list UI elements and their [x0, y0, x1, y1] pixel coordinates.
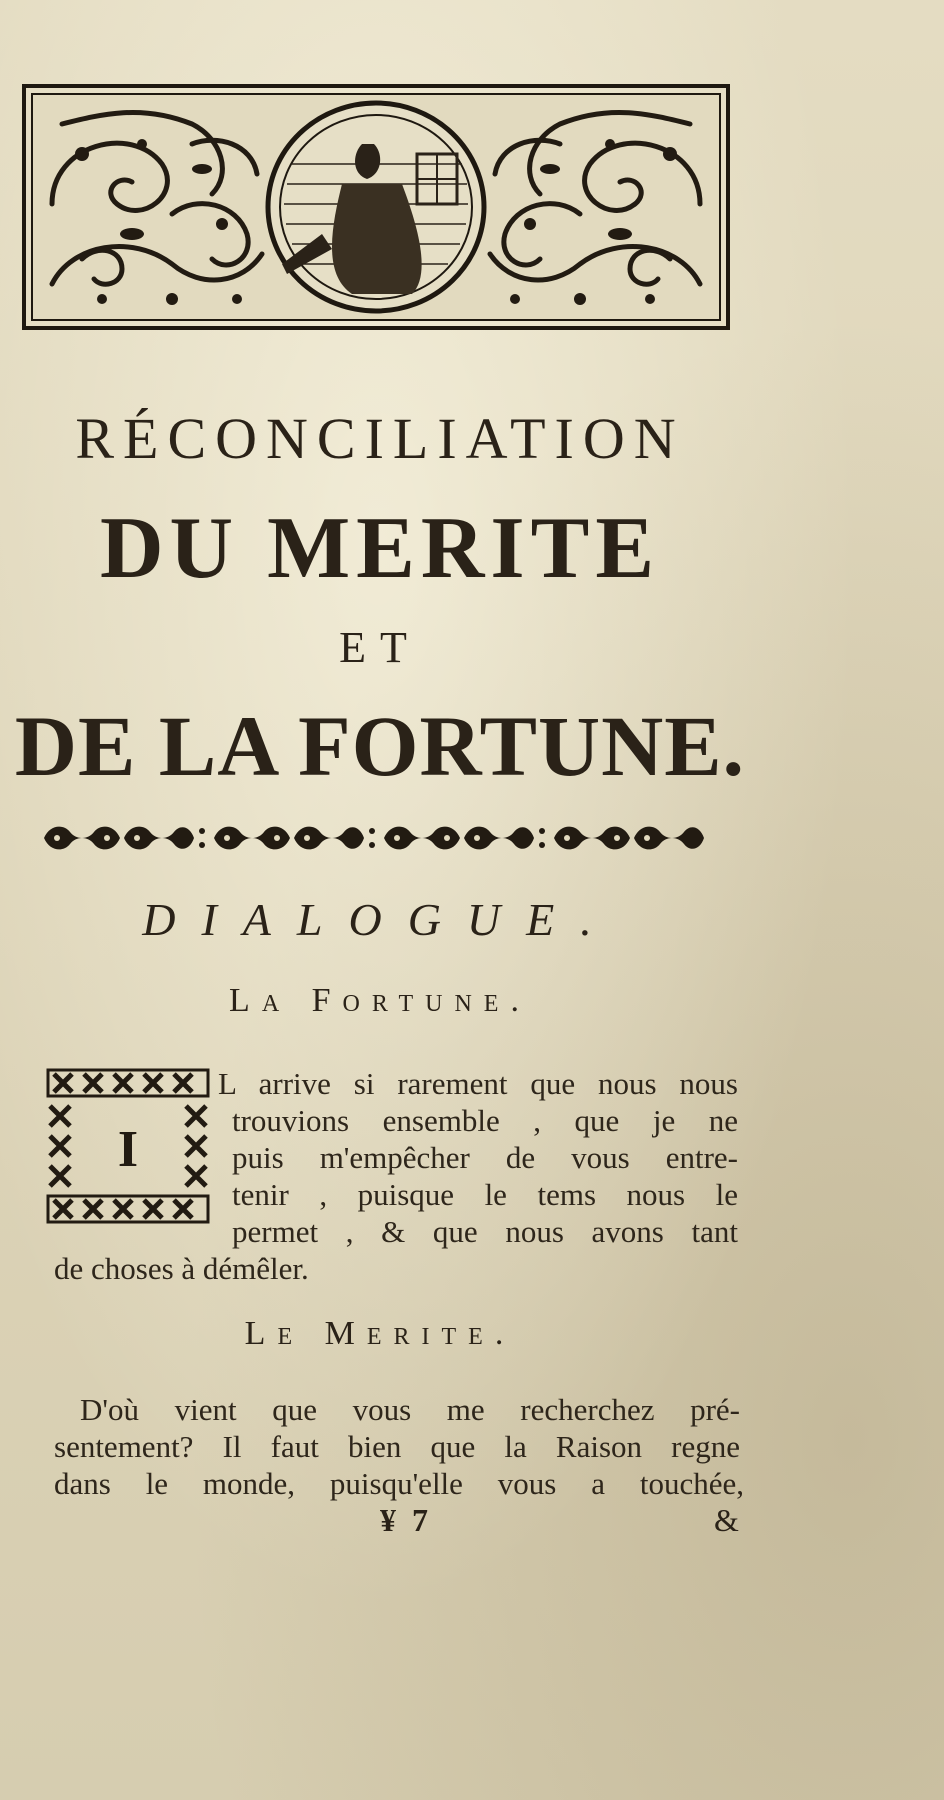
paragraph-2-line-3: dans le monde, puisqu'elle vous a touchée,: [54, 1466, 744, 1501]
title-line-4: DE LA FORTUNE.: [14, 698, 746, 794]
paragraph-2-line-1: D'où vient que vous me recherchez pré-: [80, 1392, 740, 1427]
speaker-name: La Fortune.: [229, 982, 531, 1019]
ornamental-headpiece-icon: [22, 84, 730, 330]
section-heading: DIALOGUE.: [142, 894, 618, 945]
ornamental-dropcap-icon: [44, 1066, 212, 1226]
paragraph-1-line-4: tenir , puisque le tems nous le: [232, 1177, 738, 1212]
paragraph-1-line-1: L arrive si rarement que nous nous: [218, 1066, 738, 1101]
paragraph-2-line-2: sentement? Il faut bien que la Raison regne: [54, 1429, 740, 1464]
title-line-1: RÉCONCILIATION: [75, 406, 685, 471]
title-line-3: ET: [339, 623, 421, 672]
title-line-2: DU MERITE: [99, 500, 661, 597]
paragraph-1-line-5: permet , & que nous avons tant: [232, 1214, 738, 1249]
dropcap-letter: I: [117, 1121, 139, 1178]
paragraph-1-line-2: trouvions ensemble , que je ne: [232, 1103, 738, 1138]
paragraph-1-line-3: puis m'empêcher de vous entre-: [232, 1140, 738, 1175]
ornamental-rule-icon: [40, 818, 730, 858]
signature-mark: ¥ 7: [380, 1502, 432, 1538]
speaker-name: Le Merite.: [244, 1315, 516, 1352]
catchword: &: [714, 1502, 739, 1538]
paragraph-1-line-6: de choses à démêler.: [54, 1251, 309, 1286]
